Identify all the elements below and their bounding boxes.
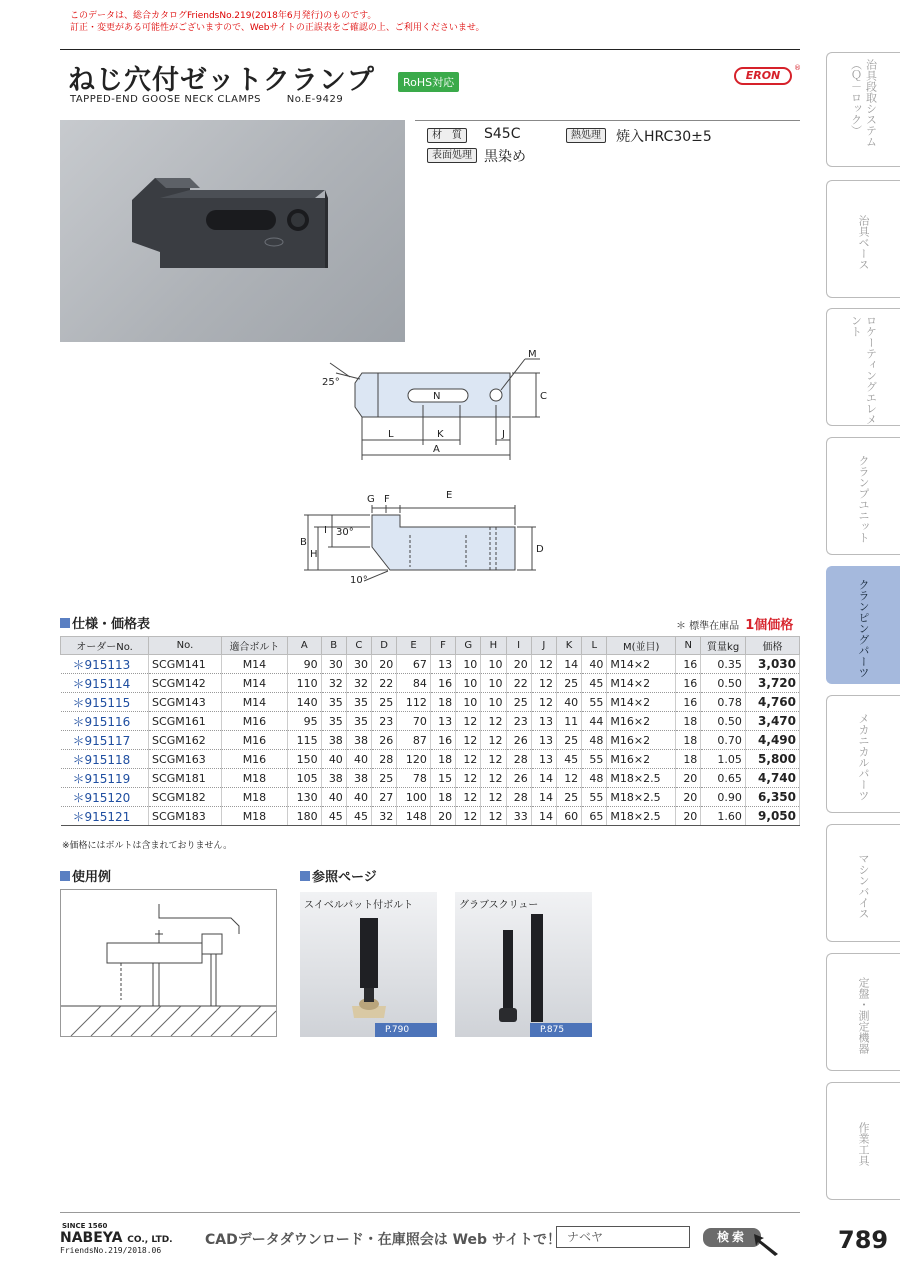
label-angle-30: 30° [336, 527, 354, 538]
page-title: ねじ穴付ゼットクランプ [68, 65, 375, 96]
company-name: NABEYA [60, 1230, 123, 1246]
table-cell: 18 [430, 788, 455, 807]
eron-logo: ERON [734, 67, 792, 85]
column-header: A [287, 637, 321, 655]
table-cell: 0.65 [701, 769, 746, 788]
company-logo [60, 1230, 173, 1246]
table-cell: 40 [321, 750, 346, 769]
table-cell: 60 [556, 807, 581, 826]
table-cell: 14 [531, 788, 556, 807]
table-cell: 18 [676, 750, 701, 769]
table-cell: M18 [221, 769, 287, 788]
surface-treatment-label: 表面処理 [427, 148, 477, 163]
table-cell: M16×2 [607, 712, 676, 731]
column-header: L [582, 637, 607, 655]
table-cell: 48 [582, 731, 607, 750]
table-cell: 10 [481, 655, 506, 674]
side-tab-8[interactable]: 作業工具 [826, 1082, 900, 1200]
notice-divider [60, 49, 800, 50]
table-cell: 84 [397, 674, 431, 693]
reference-card-label: グラブスクリュー [459, 900, 539, 911]
table-cell: 0.50 [701, 712, 746, 731]
table-cell: 65 [582, 807, 607, 826]
label-J: J [502, 429, 505, 440]
table-cell: M16 [221, 712, 287, 731]
table-row [61, 655, 800, 674]
table-header-row [61, 637, 800, 655]
column-header: I [506, 637, 531, 655]
reference-title-text: 参照ページ [312, 870, 377, 885]
order-number-cell: ＊915115 [61, 693, 149, 712]
column-header: 質量kg [701, 637, 746, 655]
since-text: SINCE 1560 [62, 1222, 108, 1230]
footer-divider [60, 1212, 800, 1213]
label-I: I [324, 525, 327, 536]
table-cell: M16 [221, 750, 287, 769]
table-body [61, 655, 800, 826]
side-tab-7[interactable]: 定盤・測定機器 [826, 953, 900, 1071]
table-cell: 10 [481, 674, 506, 693]
table-cell: 15 [430, 769, 455, 788]
column-header: D [372, 637, 397, 655]
table-cell: 28 [506, 750, 531, 769]
table-cell: 20 [676, 788, 701, 807]
section-marker-icon [60, 618, 70, 628]
table-cell: 12 [556, 769, 581, 788]
table-cell: 35 [321, 712, 346, 731]
notice-line-2: 訂正・変更がある可能性がございますので、Webサイトの正誤表をご確認の上、ご利用くださいませ。 [70, 23, 485, 33]
column-header: N [676, 637, 701, 655]
table-cell: 38 [321, 769, 346, 788]
table-cell: 12 [456, 731, 481, 750]
reference-card-label: スイベルパット付ボルト [304, 900, 414, 911]
table-cell: 112 [397, 693, 431, 712]
side-tab-0[interactable]: 治具段取システム（Ｑ－ロック） [826, 52, 900, 167]
table-cell: 12 [531, 693, 556, 712]
table-cell: 30 [346, 655, 371, 674]
table-cell: 45 [321, 807, 346, 826]
table-cell: 0.78 [701, 693, 746, 712]
table-cell: M18×2.5 [607, 788, 676, 807]
table-cell: 18 [430, 693, 455, 712]
search-input[interactable]: ナベヤ [556, 1226, 690, 1248]
table-cell: 26 [372, 731, 397, 750]
table-cell: 55 [582, 788, 607, 807]
table-cell: 13 [531, 750, 556, 769]
table-cell: 35 [346, 712, 371, 731]
table-cell: SCGM141 [149, 655, 222, 674]
table-cell: 95 [287, 712, 321, 731]
label-H: H [310, 549, 318, 560]
table-cell: 28 [372, 750, 397, 769]
label-K: K [437, 429, 444, 440]
spec-table [60, 636, 800, 826]
table-cell: 20 [430, 807, 455, 826]
table-cell: 26 [506, 769, 531, 788]
cad-download-text: CADデータダウンロード・在庫照会は Web サイトで！ [205, 1232, 561, 1248]
table-cell: 35 [346, 693, 371, 712]
table-cell: 22 [506, 674, 531, 693]
label-B: B [300, 537, 307, 548]
product-photo [60, 120, 405, 342]
table-cell: 13 [531, 712, 556, 731]
table-cell: M18×2.5 [607, 769, 676, 788]
label-L: L [388, 429, 394, 440]
table-row [61, 788, 800, 807]
table-cell: M14 [221, 693, 287, 712]
table-cell: 140 [287, 693, 321, 712]
table-cell: 0.70 [701, 731, 746, 750]
table-cell: M18 [221, 807, 287, 826]
table-cell: 12 [456, 807, 481, 826]
table-cell: 38 [346, 769, 371, 788]
table-cell: 5,800 [745, 750, 799, 769]
spec-section-title-text: 仕様・価格表 [72, 617, 151, 632]
table-cell: 0.90 [701, 788, 746, 807]
table-cell: 12 [456, 712, 481, 731]
table-cell: 32 [321, 674, 346, 693]
table-cell: 18 [430, 750, 455, 769]
table-cell: 26 [506, 731, 531, 750]
order-number-cell: ＊915117 [61, 731, 149, 750]
heat-treatment-value: 焼入HRC30±5 [616, 129, 712, 145]
table-cell: 150 [287, 750, 321, 769]
table-cell: 120 [397, 750, 431, 769]
table-cell: 12 [456, 750, 481, 769]
table-cell: 13 [531, 731, 556, 750]
table-cell: 12 [456, 769, 481, 788]
column-header: 適合ボルト [221, 637, 287, 655]
spec-section-title [60, 613, 150, 632]
table-cell: 35 [321, 693, 346, 712]
table-cell: 14 [531, 769, 556, 788]
table-cell: 45 [582, 674, 607, 693]
table-cell: 14 [531, 807, 556, 826]
order-number-cell: ＊915118 [61, 750, 149, 769]
column-header: M(並目) [607, 637, 676, 655]
table-cell: M14×2 [607, 674, 676, 693]
table-cell: 20 [676, 807, 701, 826]
table-cell: M14×2 [607, 693, 676, 712]
grub-screw-icon [495, 914, 555, 1026]
table-cell: 14 [556, 655, 581, 674]
table-cell: 22 [372, 674, 397, 693]
table-cell: M18 [221, 788, 287, 807]
material-label: 材 質 [427, 128, 467, 143]
cursor-arrow-icon [752, 1232, 782, 1256]
side-tab-1[interactable]: 治具ベース [826, 180, 900, 298]
table-cell: 27 [372, 788, 397, 807]
search-button[interactable]: 検索 [703, 1228, 761, 1247]
notice-line-1: このデータは、総合カタログFriendsNo.219(2018年6月発行)のものです。 [70, 11, 377, 21]
subtitle-english: TAPPED-END GOOSE NECK CLAMPS [70, 94, 262, 105]
price-footnote: ※価格にはボルトは含まれておりません。 [62, 841, 233, 851]
table-cell: 25 [372, 693, 397, 712]
standard-stock-label: ＊ 標準在庫品 [676, 621, 740, 632]
side-tab-6[interactable]: マシンバイス [826, 824, 900, 942]
column-header: J [531, 637, 556, 655]
order-number-cell: ＊915113 [61, 655, 149, 674]
table-cell: SCGM182 [149, 788, 222, 807]
table-cell: 12 [481, 788, 506, 807]
table-cell: 40 [582, 655, 607, 674]
table-cell: 16 [676, 655, 701, 674]
table-cell: 25 [556, 731, 581, 750]
table-cell: 20 [676, 769, 701, 788]
usage-section-title [60, 866, 111, 885]
order-number-cell: ＊915116 [61, 712, 149, 731]
column-header: E [397, 637, 431, 655]
table-cell: SCGM142 [149, 674, 222, 693]
company-suffix: CO., LTD. [127, 1235, 173, 1245]
surface-treatment-value: 黒染め [484, 149, 526, 165]
table-cell: 40 [556, 693, 581, 712]
table-cell: 20 [372, 655, 397, 674]
table-row [61, 731, 800, 750]
reference-card-swivel-bolt[interactable] [300, 892, 437, 1037]
column-header: H [481, 637, 506, 655]
table-cell: 23 [506, 712, 531, 731]
order-number-cell: ＊915121 [61, 807, 149, 826]
label-E: E [446, 490, 453, 501]
table-cell: SCGM181 [149, 769, 222, 788]
table-row [61, 750, 800, 769]
table-cell: 12 [481, 807, 506, 826]
table-cell: 16 [430, 674, 455, 693]
reference-page-link[interactable]: P.790 [375, 1023, 437, 1037]
table-cell: 130 [287, 788, 321, 807]
table-cell: 12 [456, 788, 481, 807]
column-header: オーダーNo. [61, 637, 149, 655]
table-cell: 3,030 [745, 655, 799, 674]
table-cell: 48 [582, 769, 607, 788]
table-cell: 0.35 [701, 655, 746, 674]
label-angle-25: 25° [322, 377, 340, 388]
table-cell: 4,760 [745, 693, 799, 712]
table-cell: M16 [221, 731, 287, 750]
label-D: D [536, 544, 544, 555]
swivel-bolt-icon [348, 918, 390, 1028]
table-cell: 28 [506, 788, 531, 807]
table-cell: 25 [372, 769, 397, 788]
table-cell: SCGM161 [149, 712, 222, 731]
eron-registered-mark: ® [794, 64, 801, 72]
table-cell: M14 [221, 674, 287, 693]
table-cell: 9,050 [745, 807, 799, 826]
table-cell: 87 [397, 731, 431, 750]
order-number-cell: ＊915114 [61, 674, 149, 693]
usage-example-illustration [60, 889, 277, 1037]
table-cell: 67 [397, 655, 431, 674]
table-cell: 40 [321, 788, 346, 807]
reference-card-grub-screw[interactable] [455, 892, 592, 1037]
table-cell: 25 [556, 788, 581, 807]
column-header: K [556, 637, 581, 655]
table-cell: 110 [287, 674, 321, 693]
side-tab-3[interactable]: クランプユニット [826, 437, 900, 555]
table-cell: 55 [582, 750, 607, 769]
table-cell: 45 [556, 750, 581, 769]
table-cell: 20 [506, 655, 531, 674]
table-cell: M16×2 [607, 731, 676, 750]
table-row [61, 674, 800, 693]
table-cell: 12 [481, 750, 506, 769]
table-cell: 55 [582, 693, 607, 712]
title-divider [415, 120, 800, 121]
table-cell: 45 [346, 807, 371, 826]
table-cell: 12 [531, 655, 556, 674]
table-cell: 12 [481, 731, 506, 750]
table-cell: 78 [397, 769, 431, 788]
table-cell: 4,740 [745, 769, 799, 788]
stock-note [676, 614, 793, 633]
table-cell: 25 [506, 693, 531, 712]
label-angle-10: 10° [350, 575, 368, 586]
dimension-drawing [300, 345, 560, 600]
catalog-notice [70, 10, 485, 34]
table-cell: 0.50 [701, 674, 746, 693]
column-header: No. [149, 637, 222, 655]
label-A: A [433, 444, 440, 455]
table-row [61, 769, 800, 788]
table-cell: 44 [582, 712, 607, 731]
table-cell: 3,470 [745, 712, 799, 731]
heat-treatment-label: 熱処理 [566, 128, 606, 143]
page-subtitle [70, 94, 343, 105]
table-cell: 90 [287, 655, 321, 674]
table-cell: 4,490 [745, 731, 799, 750]
clamp-photo-illustration [60, 120, 405, 342]
table-cell: 12 [481, 769, 506, 788]
table-cell: M18×2.5 [607, 807, 676, 826]
side-tab-5[interactable]: メカニカルパーツ [826, 695, 900, 813]
label-C: C [540, 391, 547, 402]
column-header: B [321, 637, 346, 655]
table-cell: M14 [221, 655, 287, 674]
page-number: 789 [838, 1226, 889, 1254]
table-cell: 33 [506, 807, 531, 826]
table-cell: 23 [372, 712, 397, 731]
table-cell: 10 [456, 674, 481, 693]
table-cell: 13 [430, 655, 455, 674]
column-header: 価格 [745, 637, 799, 655]
table-row [61, 693, 800, 712]
table-cell: 12 [481, 712, 506, 731]
table-cell: 12 [531, 674, 556, 693]
table-cell: 1.05 [701, 750, 746, 769]
table-cell: 1.60 [701, 807, 746, 826]
side-tab-2[interactable]: ロケーティングエレメント [826, 308, 900, 426]
rohs-badge: RoHS対応 [398, 72, 459, 92]
table-cell: 30 [321, 655, 346, 674]
table-cell: 105 [287, 769, 321, 788]
table-cell: 13 [430, 712, 455, 731]
table-cell: 3,720 [745, 674, 799, 693]
table-cell: SCGM143 [149, 693, 222, 712]
table-cell: 180 [287, 807, 321, 826]
table-row [61, 807, 800, 826]
column-header: F [430, 637, 455, 655]
column-header: C [346, 637, 371, 655]
table-cell: 25 [556, 674, 581, 693]
column-header: G [456, 637, 481, 655]
table-cell: 6,350 [745, 788, 799, 807]
table-cell: 16 [430, 731, 455, 750]
table-cell: SCGM162 [149, 731, 222, 750]
reference-page-link[interactable]: P.875 [530, 1023, 592, 1037]
label-M: M [528, 349, 537, 360]
side-tab-4[interactable]: クランピングパーツ [826, 566, 900, 684]
label-N: N [433, 391, 441, 402]
table-cell: 32 [346, 674, 371, 693]
table-cell: 115 [287, 731, 321, 750]
catalog-edition: FriendsNo.219/2018.06 [60, 1246, 162, 1255]
table-cell: M14×2 [607, 655, 676, 674]
table-cell: 10 [481, 693, 506, 712]
table-cell: M16×2 [607, 750, 676, 769]
table-cell: 10 [456, 655, 481, 674]
catalog-number: No.E-9429 [286, 94, 344, 105]
table-cell: SCGM163 [149, 750, 222, 769]
table-cell: 38 [346, 731, 371, 750]
unit-price-label: 1個価格 [745, 618, 794, 633]
table-cell: 10 [456, 693, 481, 712]
section-marker-icon [60, 871, 70, 881]
label-F: F [384, 494, 390, 505]
usage-drawing [61, 890, 276, 1036]
table-cell: 16 [676, 693, 701, 712]
table-cell: 16 [676, 674, 701, 693]
reference-section-title [300, 866, 377, 885]
table-row [61, 712, 800, 731]
label-G: G [367, 494, 375, 505]
order-number-cell: ＊915119 [61, 769, 149, 788]
table-cell: 40 [346, 750, 371, 769]
table-cell: 70 [397, 712, 431, 731]
table-cell: 148 [397, 807, 431, 826]
material-value: S45C [484, 126, 521, 142]
order-number-cell: ＊915120 [61, 788, 149, 807]
table-cell: 100 [397, 788, 431, 807]
table-cell: 11 [556, 712, 581, 731]
table-cell: 18 [676, 731, 701, 750]
table-cell: SCGM183 [149, 807, 222, 826]
usage-title-text: 使用例 [72, 870, 112, 885]
section-marker-icon [300, 871, 310, 881]
table-cell: 38 [321, 731, 346, 750]
table-cell: 32 [372, 807, 397, 826]
table-cell: 40 [346, 788, 371, 807]
table-cell: 18 [676, 712, 701, 731]
